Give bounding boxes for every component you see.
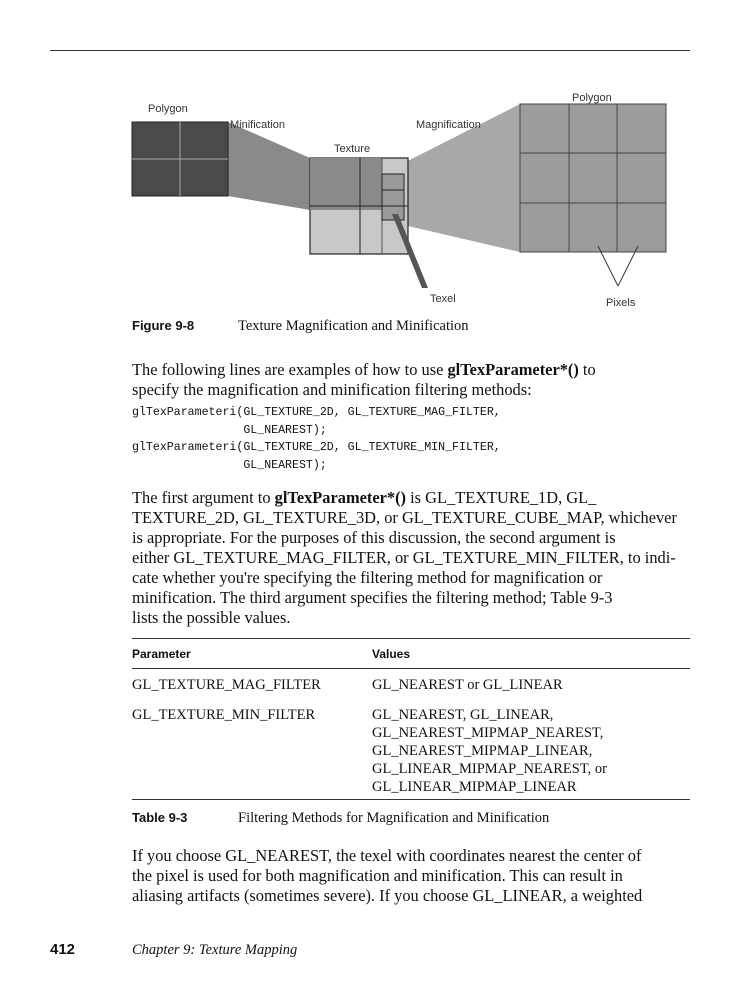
table-value-line: GL_LINEAR_MIPMAP_NEAREST, or <box>372 761 607 777</box>
paragraph-line: either GL_TEXTURE_MAG_FILTER, or GL_TEXTURE_MIN_FILTER, to indi- <box>132 548 676 567</box>
code-block <box>132 404 501 474</box>
label-minification: Minification <box>230 119 286 131</box>
running-footer-chapter: Chapter 9: Texture Mapping <box>132 942 298 958</box>
paragraph-line: is appropriate. For the purposes of this discussion, the second argument is <box>132 528 616 547</box>
paragraph-line: If you choose GL_NEAREST, the texel with coordinates nearest the center of <box>132 846 642 865</box>
texel-cell <box>382 174 404 220</box>
header-rule <box>50 50 690 51</box>
text-span: is GL_TEXTURE_1D, GL_ <box>406 488 597 507</box>
figure-texture-mag-min <box>130 86 670 312</box>
table-value-line: GL_NEAREST_MIPMAP_NEAREST, <box>372 725 604 741</box>
table-header-rule <box>132 668 690 669</box>
figure-caption-number: Figure 9-8 <box>132 318 195 333</box>
figure-caption <box>132 318 469 335</box>
page-number: 412 <box>50 941 76 958</box>
table-value-line: GL_NEAREST_MIPMAP_LINEAR, <box>372 743 593 759</box>
text-span: The first argument to <box>132 488 275 507</box>
paragraph-line: cate whether you're specifying the filtering method for magnification or <box>132 568 603 587</box>
magnified-polygon <box>520 104 666 252</box>
paragraph-line: TEXTURE_2D, GL_TEXTURE_3D, or GL_TEXTURE_CUBE_MAP, whichever <box>132 508 677 527</box>
figure-illustration <box>130 86 670 312</box>
label-polygon-right: Polygon <box>572 92 612 104</box>
paragraph-intro <box>132 360 692 400</box>
table-header-values: Values <box>372 647 411 661</box>
code-line: GL_NEAREST); <box>132 423 327 437</box>
table-cell-parameter: GL_TEXTURE_MIN_FILTER <box>132 707 316 723</box>
function-name: glTexParameter*() <box>274 488 407 507</box>
paragraph-line <box>132 360 692 380</box>
label-texel: Texel <box>430 293 456 305</box>
table-caption <box>132 810 549 827</box>
table-caption-text: Filtering Methods for Magnification and Minification <box>238 810 550 826</box>
code-line: glTexParameteri(GL_TEXTURE_2D, GL_TEXTURE_MIN_FILTER, <box>132 441 501 454</box>
paragraph-line: lists the possible values. <box>132 608 291 627</box>
paragraph-line: the pixel is used for both magnification and minification. This can result in <box>132 866 623 885</box>
table-value-line: GL_NEAREST, GL_LINEAR, <box>372 707 554 723</box>
paragraph-line <box>132 488 692 508</box>
table-value-line: GL_LINEAR_MIPMAP_LINEAR <box>372 779 577 795</box>
paragraph-arguments <box>132 488 692 628</box>
function-name: glTexParameter*() <box>447 360 579 379</box>
paragraph-line: specify the magnification and minification filtering methods: <box>132 380 532 399</box>
paragraph-line: aliasing artifacts (sometimes severe). If you choose GL_LINEAR, a weighted <box>132 886 643 905</box>
paragraph-nearest <box>132 846 692 906</box>
label-texture: Texture <box>334 143 371 155</box>
table-cell-values <box>372 706 607 796</box>
table-top-rule <box>132 638 690 639</box>
texture-shaded-area <box>310 158 382 210</box>
table-cell-parameter: GL_TEXTURE_MAG_FILTER <box>132 677 321 693</box>
table-bottom-rule <box>132 799 690 800</box>
text-span: to <box>578 360 596 379</box>
code-line: GL_NEAREST); <box>132 458 327 472</box>
label-polygon-left: Polygon <box>148 103 188 115</box>
figure-caption-text: Texture Magnification and Minification <box>238 318 469 334</box>
table-caption-number: Table 9-3 <box>132 810 188 825</box>
table-cell-values <box>372 676 563 694</box>
code-line: glTexParameteri(GL_TEXTURE_2D, GL_TEXTURE_MAG_FILTER, <box>132 406 501 419</box>
table-header-parameter: Parameter <box>132 647 191 661</box>
label-magnification: Magnification <box>416 119 481 131</box>
label-pixels: Pixels <box>606 297 636 309</box>
table-value-line: GL_NEAREST or GL_LINEAR <box>372 677 563 693</box>
text-span: The following lines are examples of how to use <box>132 360 448 379</box>
paragraph-line: minification. The third argument specifies the filtering method; Table 9-3 <box>132 588 613 607</box>
